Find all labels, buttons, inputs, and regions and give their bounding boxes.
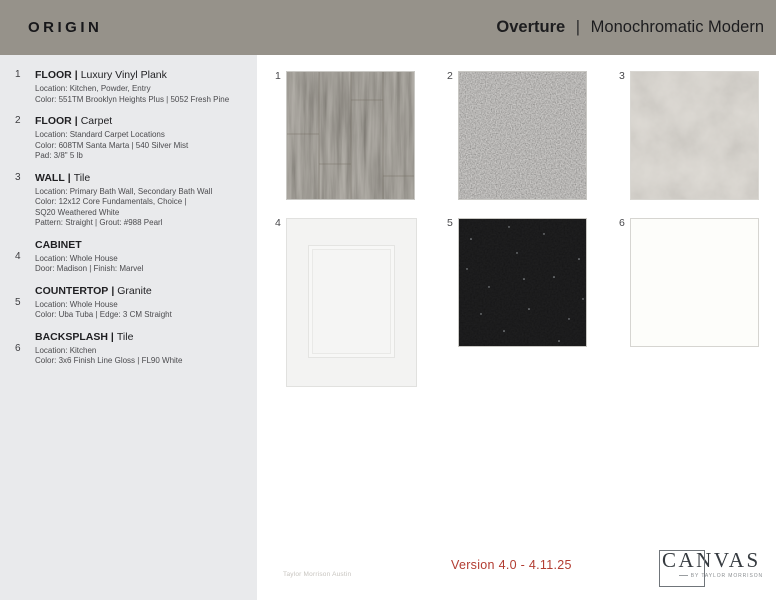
swatch-cell-5	[447, 218, 587, 347]
spec-item-backsplash	[0, 331, 249, 367]
spec-item-cabinet	[0, 239, 249, 275]
carpet-swatch-image	[458, 71, 587, 200]
detail-line: Color: 551TM Brooklyn Heights Plus | 5052 Fresh Pine	[35, 94, 230, 104]
header-bar	[0, 0, 776, 55]
origin-brand-logo: ORIGIN	[28, 19, 103, 36]
detail-line: Door: Madison | Finish: Marvel	[35, 264, 144, 273]
item-number: 6	[15, 342, 21, 354]
item-heading: COUNTERTOP | Granite	[35, 284, 152, 297]
spec-item-countertop	[0, 285, 249, 321]
collection-name: Overture	[496, 18, 566, 36]
spec-item-floor-carpet	[0, 115, 249, 162]
detail-line: Pattern: Straight | Grout: #988 Pearl	[35, 218, 163, 227]
swatch-number: 4	[275, 217, 281, 229]
detail-line: Location: Kitchen	[35, 345, 97, 355]
item-number: 3	[15, 171, 21, 183]
item-number: 5	[15, 296, 21, 308]
detail-line: Color: 608TM Santa Marta | 540 Silver Mist	[35, 140, 189, 150]
canvas-logo-wordmark: CANVAS	[662, 548, 761, 572]
style-name: Monochromatic Modern	[590, 18, 764, 36]
detail-line: Color: 12x12 Core Fundamentals, Choice |	[35, 197, 187, 206]
canvas-logo	[659, 549, 763, 579]
spec-item-wall-tile	[0, 172, 249, 229]
item-heading: FLOOR | Carpet	[35, 115, 113, 127]
swatch-cell-2	[447, 71, 587, 200]
detail-line: Location: Kitchen, Powder, Entry	[35, 84, 151, 93]
cabinet-door-swatch-image	[286, 218, 417, 387]
wall-tile-swatch-image	[630, 71, 759, 200]
granite-swatch-image	[458, 218, 587, 347]
canvas-logo-tagline: BY TAYLOR MORRISON	[659, 573, 763, 579]
item-heading: WALL | Tile	[35, 171, 91, 184]
detail-line: Color: Uba Tuba | Edge: 3 CM Straight	[35, 310, 172, 319]
cabinet-recessed-panel	[308, 245, 395, 358]
detail-line: Color: 3x6 Finish Line Gloss | FL90 White	[35, 356, 183, 365]
detail-line: Location: Primary Bath Wall, Secondary Bath Wall	[35, 186, 213, 196]
swatch-number: 1	[275, 70, 281, 82]
swatch-cell-1	[275, 71, 415, 200]
swatch-number: 3	[619, 70, 625, 82]
item-number: 2	[15, 115, 21, 126]
watermark-text: Taylor Morrison Austin	[283, 571, 352, 578]
swatch-number: 2	[447, 70, 453, 82]
backsplash-tile-swatch-image	[630, 218, 759, 347]
spec-panel	[0, 55, 257, 600]
board-title	[496, 18, 764, 37]
swatch-number: 6	[619, 217, 625, 229]
title-divider: |	[575, 18, 581, 36]
detail-line: SQ20 Weathered White	[35, 207, 120, 217]
item-heading: FLOOR | Luxury Vinyl Plank	[35, 69, 167, 81]
detail-line: Location: Whole House	[35, 299, 118, 309]
version-label: Version 4.0 - 4.11.25	[451, 558, 572, 572]
tagline-rule	[679, 575, 688, 576]
item-number: 4	[15, 250, 21, 262]
detail-line: Location: Standard Carpet Locations	[35, 130, 165, 139]
detail-line: Pad: 3/8" 5 lb	[35, 151, 83, 160]
swatch-cell-3	[619, 71, 759, 200]
swatch-cell-6	[619, 218, 759, 347]
item-heading: CABINET	[35, 238, 82, 251]
spec-item-floor-lvp	[0, 69, 249, 105]
detail-line: Location: Whole House	[35, 253, 118, 263]
item-heading: BACKSPLASH | Tile	[35, 330, 134, 343]
item-number: 1	[15, 69, 21, 80]
swatch-cell-4	[275, 218, 417, 387]
swatch-number: 5	[447, 217, 453, 229]
luxury-vinyl-plank-swatch-image	[286, 71, 415, 200]
